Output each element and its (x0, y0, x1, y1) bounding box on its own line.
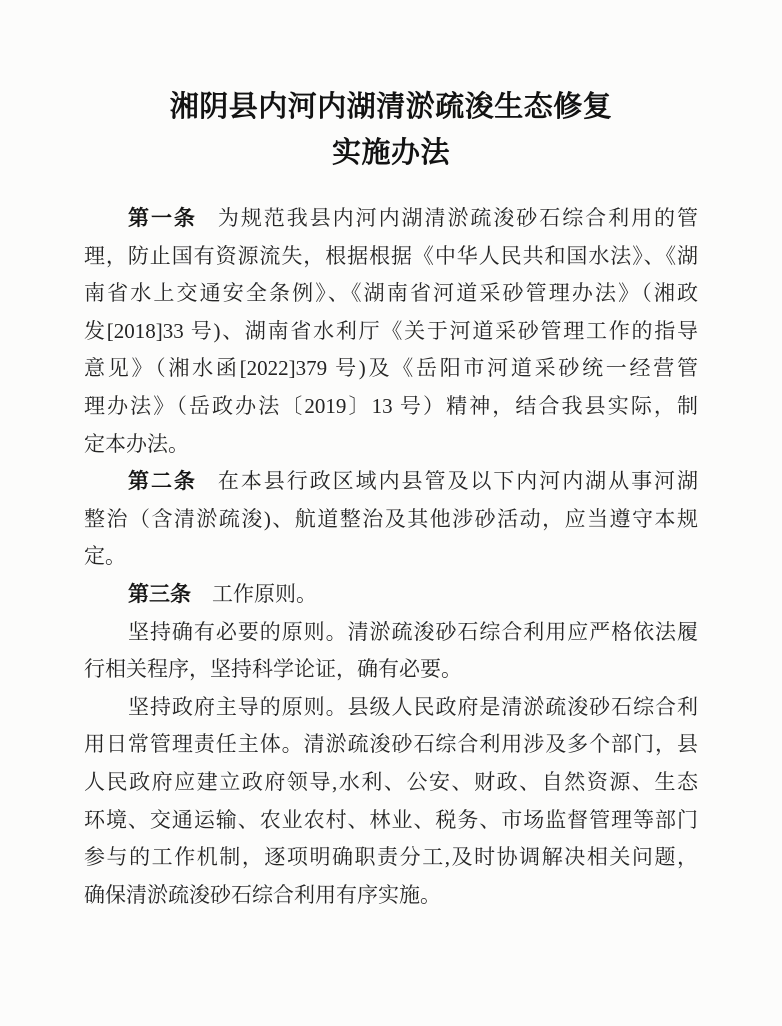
article-number: 第一条 (128, 206, 197, 230)
body-line (84, 877, 698, 915)
body-line (84, 501, 698, 539)
line-text: 人民政府应建立政府领导,水利、公安、财政、自然资源、生态 (84, 769, 698, 794)
line-text: 定。 (84, 544, 126, 569)
body-line (84, 313, 698, 351)
line-text: 环境、交通运输、农业农村、林业、税务、市场监督管理等部门 (84, 807, 698, 832)
line-text: 意见》（湘水函[2022]379 号)及《岳阳市河道采砂统一经营管 (84, 356, 698, 381)
article-number: 第三条 (128, 581, 191, 606)
body-line (84, 576, 698, 614)
line-text: 工作原则。 (212, 581, 317, 606)
line-text: 理办法》（岳政办法〔2019〕13 号）精神，结合我县实际，制 (84, 393, 698, 418)
body-line (84, 802, 698, 840)
line-text: 用日常管理责任主体。清淤疏浚砂石综合利用涉及多个部门，县 (84, 732, 698, 757)
body-line (84, 764, 698, 802)
line-text: 为规范我县内河内湖清淤疏浚砂石综合利用的管 (217, 206, 698, 230)
body-line (84, 614, 698, 652)
document-title (0, 84, 782, 176)
body-line (84, 275, 698, 313)
title-line-2: 实施办法 (331, 137, 450, 169)
body-line (84, 200, 698, 238)
body-line (84, 238, 698, 276)
line-text: 参与的工作机制，逐项明确职责分工,及时协调解决相关问题， (84, 845, 698, 870)
body-line (84, 726, 698, 764)
body-line (84, 538, 698, 576)
body-line (84, 388, 698, 426)
line-text: 在本县行政区域内县管及以下内河内湖从事河湖 (217, 469, 698, 494)
document-body (84, 200, 698, 914)
body-line (84, 426, 698, 464)
line-text: 行相关程序，坚持科学论证，确有必要。 (84, 657, 462, 682)
body-line (84, 350, 698, 388)
line-text: 整治（含清淤疏浚)、航道整治及其他涉砂活动，应当遵守本规 (84, 506, 698, 531)
body-line (84, 651, 698, 689)
line-text: 坚持政府主导的原则。县级人民政府是清淤疏浚砂石综合利 (128, 694, 698, 719)
title-line-1: 湘阴县内河内湖清淤疏浚生态修复 (169, 91, 613, 123)
body-line (84, 463, 698, 501)
line-text: 理，防止国有资源流失，根据根据《中华人民共和国水法》、《湖 (84, 243, 698, 268)
article-number: 第二条 (128, 469, 197, 494)
body-line (84, 689, 698, 727)
body-line (84, 839, 698, 877)
line-text: 定本办法。 (84, 431, 189, 456)
line-text: 发[2018]33 号)、湖南省水利厅《关于河道采砂管理工作的指导 (84, 318, 698, 343)
line-text: 南省水上交通安全条例》、《湖南省河道采砂管理办法》（湘政 (84, 281, 698, 306)
line-text: 确保清淤疏浚砂石综合利用有序实施。 (84, 882, 441, 907)
line-text: 坚持确有必要的原则。清淤疏浚砂石综合利用应严格依法履 (128, 619, 698, 644)
